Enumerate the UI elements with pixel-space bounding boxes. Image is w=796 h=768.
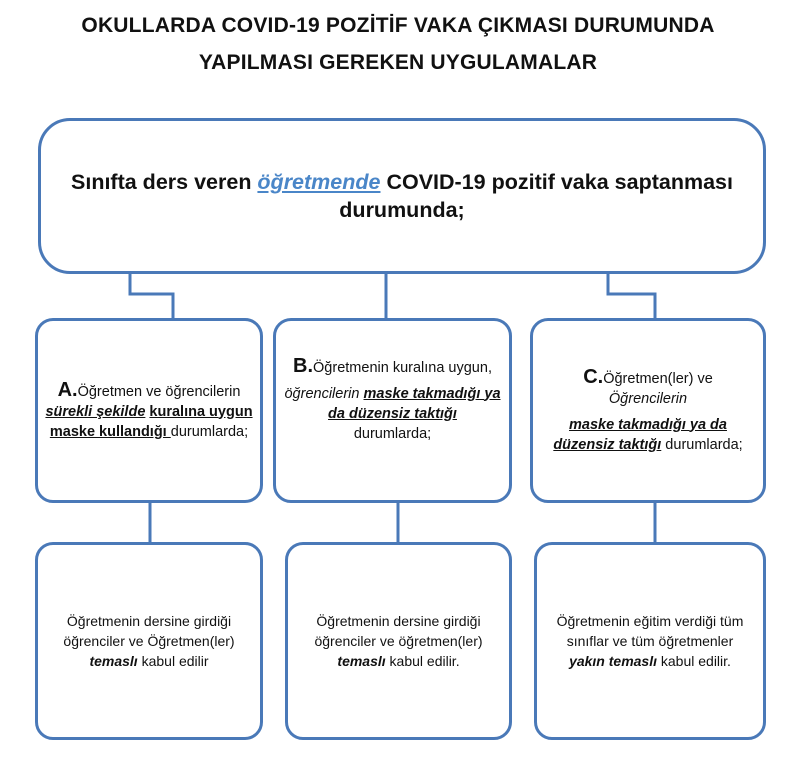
result-c-part-3: kabul edilir. bbox=[657, 653, 731, 669]
result-c-part-1: Öğretmenin eğitim verdiği tüm sınıflar ve tüm öğretmenler bbox=[556, 613, 744, 649]
result-b-part-2: temaslı bbox=[337, 653, 386, 669]
page-title-line-1: OKULLARDA COVID-19 POZİTİF VAKA ÇIKMASI DURUMUNDA bbox=[81, 14, 715, 37]
case-c-letter: C. bbox=[583, 365, 604, 388]
case-b-text bbox=[276, 356, 509, 444]
result-c-part-2: yakın temaslı bbox=[569, 653, 657, 669]
case-a-text bbox=[38, 380, 260, 442]
connector-top-to-a bbox=[130, 274, 173, 318]
connector-top-to-c bbox=[608, 274, 655, 318]
result-b-part-3: kabul edilir. bbox=[385, 653, 460, 669]
result-c-text bbox=[537, 611, 763, 671]
case-c-box bbox=[530, 318, 766, 503]
case-a-box bbox=[35, 318, 263, 503]
case-c-part-2: Öğrencilerin bbox=[608, 390, 688, 407]
page-title-line-2: YAPILMASI GEREKEN UYGULAMALAR bbox=[198, 51, 598, 74]
trigger-highlight: öğretmende bbox=[257, 170, 381, 194]
result-b-box bbox=[285, 542, 512, 740]
result-a-text bbox=[38, 611, 260, 671]
case-a-part-4: kuralına uygun maske kullandığı bbox=[49, 403, 253, 440]
trigger-text-pre: Sınıfta ders veren bbox=[71, 170, 258, 194]
result-b-text bbox=[288, 611, 509, 671]
case-b-part-2: öğrencilerin bbox=[284, 385, 364, 402]
result-c-box bbox=[534, 542, 766, 740]
case-a-part-2: sürekli şekilde bbox=[45, 403, 146, 420]
case-b-letter: B. bbox=[293, 354, 314, 377]
result-b-part-1: Öğretmenin dersine girdiği öğrenciler ve öğretmen(ler) bbox=[314, 613, 483, 649]
trigger-text bbox=[61, 168, 743, 224]
case-b-part-4: durumlarda; bbox=[353, 425, 432, 442]
trigger-text-post: COVID-19 pozitif vaka saptanması durumunda; bbox=[339, 170, 733, 222]
result-a-part-2: temaslı bbox=[89, 653, 138, 669]
case-a-letter: A. bbox=[57, 378, 78, 401]
result-a-box bbox=[35, 542, 263, 740]
result-a-part-1: Öğretmenin dersine girdiği öğrenciler ve Öğretmen(ler) bbox=[63, 613, 235, 649]
case-a-part-5: durumlarda; bbox=[170, 423, 249, 440]
case-c-text bbox=[533, 367, 763, 455]
case-b-part-1: Öğretmenin kuralına uygun, bbox=[313, 359, 492, 376]
case-c-part-1: Öğretmen(ler) ve bbox=[603, 370, 713, 387]
case-c-part-4: durumlarda; bbox=[661, 436, 743, 453]
case-a-part-1: Öğretmen ve öğrencilerin bbox=[77, 383, 241, 400]
trigger-box bbox=[38, 118, 766, 274]
result-a-part-3: kabul edilir bbox=[137, 653, 209, 669]
case-c-part-3: maske takmadığı ya da düzensiz taktığı bbox=[553, 416, 727, 453]
case-b-part-3: maske takmadığı ya da düzensiz taktığı bbox=[328, 385, 501, 422]
case-b-box bbox=[273, 318, 512, 503]
